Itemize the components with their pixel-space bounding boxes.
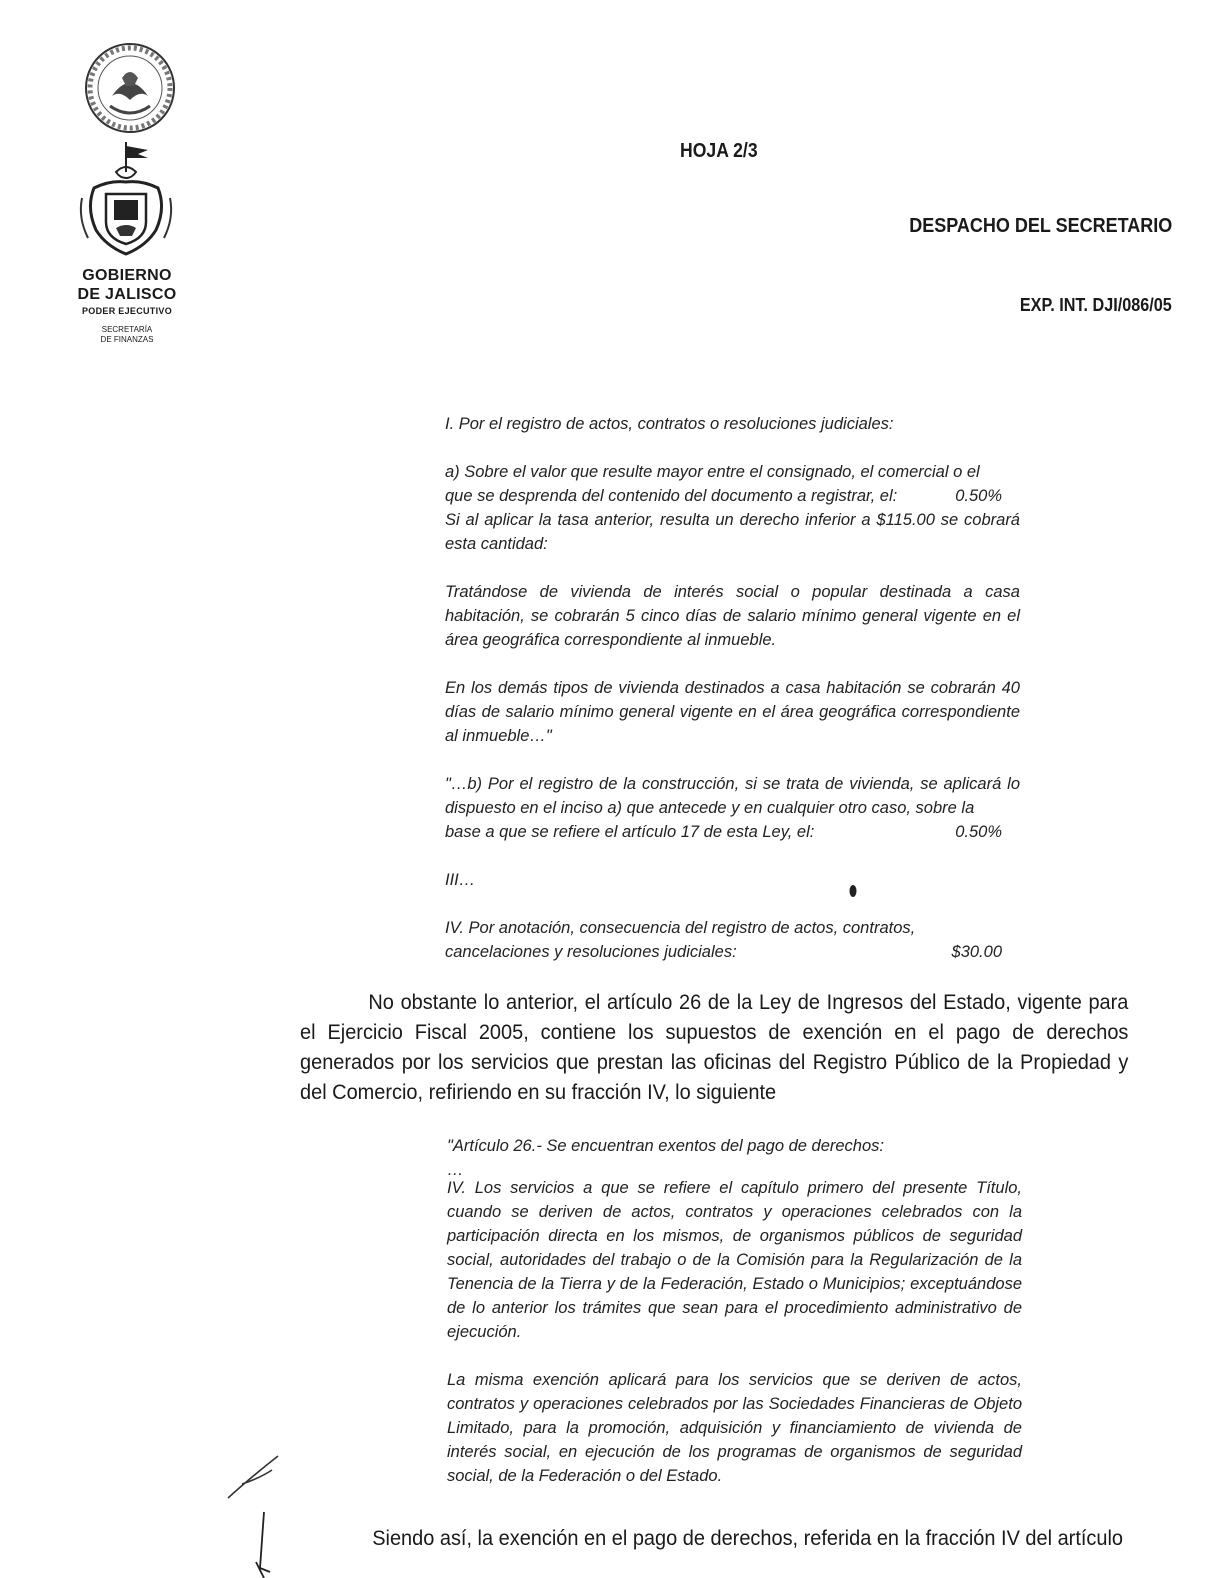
body-paragraph-1: No obstante lo anterior, el artículo 26 de la Ley de Ingresos del Estado, vigente para el Ejercicio Fiscal 2005, contiene los supuestos de exención en el pago de derechos generados por los servicios que prestan las oficinas del Registro Público de la Propiedad y del Comercio, refiriendo en su fracción IV, lo siguiente xyxy=(300,991,1129,1104)
social-housing-text: Tratándose de vivienda de interés social o popular destinada a casa habitación, se cobrarán 5 cinco días de salario mínimo general vigente en el área geográfica correspondiente al inmueble. xyxy=(445,583,1020,649)
item-b-rate-row xyxy=(445,820,1020,844)
jalisco-coat-of-arms-icon xyxy=(76,138,176,260)
item-iv-line1: IV. Por anotación, consecuencia del registro de actos, contratos, xyxy=(445,919,916,937)
item-iii: III… xyxy=(445,871,476,889)
quote-item-a xyxy=(445,460,1020,484)
quote-heading: I. Por el registro de actos, contratos o resoluciones judiciales: xyxy=(445,415,894,433)
body-paragraph xyxy=(300,988,1128,1108)
item-a-line1: a) Sobre el valor que resulte mayor entre el consignado, el comercial o el xyxy=(445,463,980,481)
item-b-line2: base a que se refiere el artículo 17 de esta Ley, el: xyxy=(445,823,815,841)
quoted-law-excerpt-1 xyxy=(445,412,1020,964)
item-iv-line2: cancelaciones y resoluciones judiciales: xyxy=(445,943,737,961)
fraction-iv-text: IV. Los servicios a que se refiere el capítulo primero del presente Título, cuando se deriven de actos, contratos y operaciones celebrados con la participación directa en los mismos, de organismos públicos de seguridad social, autoridades del trabajo o de la Comisión para la Regularización de la Tenencia de la Tierra y de la Federación, Estado o Municipios; exceptuándose de lo anterior los trámites que sean para el procedimiento administrativo de ejecución. xyxy=(447,1179,1022,1341)
government-name-line1: GOBIERNO xyxy=(82,267,172,284)
item-a-minimum: Si al aplicar la tasa anterior, resulta un derecho inferior a $115.00 se cobrará esta cantidad: xyxy=(445,511,1020,553)
government-branch: PODER EJECUTIVO xyxy=(81,306,173,316)
government-department: SECRETARÍA DE FINANZAS xyxy=(100,325,154,344)
item-a-line2: que se desprenda del contenido del documento a registrar, el: xyxy=(445,487,898,505)
item-b-text: "…b) Por el registro de la construcción, si se trata de vivienda, se aplicará lo dispuesto en el inciso a) que antecede y en cualquier otro caso, sobre la xyxy=(445,775,1020,817)
ink-spot-icon xyxy=(848,884,858,898)
file-number: EXP. INT. DJI/086/05 xyxy=(1020,295,1172,315)
item-a-rate-row xyxy=(445,484,1020,508)
closing-paragraph xyxy=(300,1524,1128,1554)
national-seal-icon xyxy=(82,40,178,136)
ellipsis: … xyxy=(447,1161,464,1179)
government-name xyxy=(56,266,198,304)
office-title: DESPACHO DEL SECRETARIO xyxy=(908,215,1172,237)
article-26-heading: "Artículo 26.- Se encuentran exentos del pago de derechos: xyxy=(447,1137,884,1155)
other-housing-text: En los demás tipos de vivienda destinados a casa habitación se cobrarán 40 días de salario mínimo general vigente en el área geográfica correspondiente al inmueble…" xyxy=(445,679,1020,745)
item-iv-amount: $30.00 xyxy=(951,943,1002,961)
closing-paragraph-text: Siendo así, la exención en el pago de derechos, referida en la fracción IV del artículo xyxy=(372,1527,1124,1550)
item-iv-amount-row xyxy=(445,940,1020,964)
quoted-law-excerpt-2 xyxy=(447,1134,1022,1512)
item-a-rate: 0.50% xyxy=(955,487,1002,505)
same-exemption-text: La misma exención aplicará para los servicios que se deriven de actos, contratos y operaciones celebrados por las Sociedades Financieras de Objeto Limitado, para la promoción, adquisición y financiamiento de vivienda de interés social, en ejecución de los programas de organismos de seguridad social, de la Federación o del Estado. xyxy=(447,1371,1022,1485)
government-name-line2: DE JALISCO xyxy=(77,286,177,303)
sheet-number: HOJA 2/3 xyxy=(680,140,758,162)
handwritten-initials-icon xyxy=(220,1450,300,1578)
item-b-rate: 0.50% xyxy=(955,823,1002,841)
